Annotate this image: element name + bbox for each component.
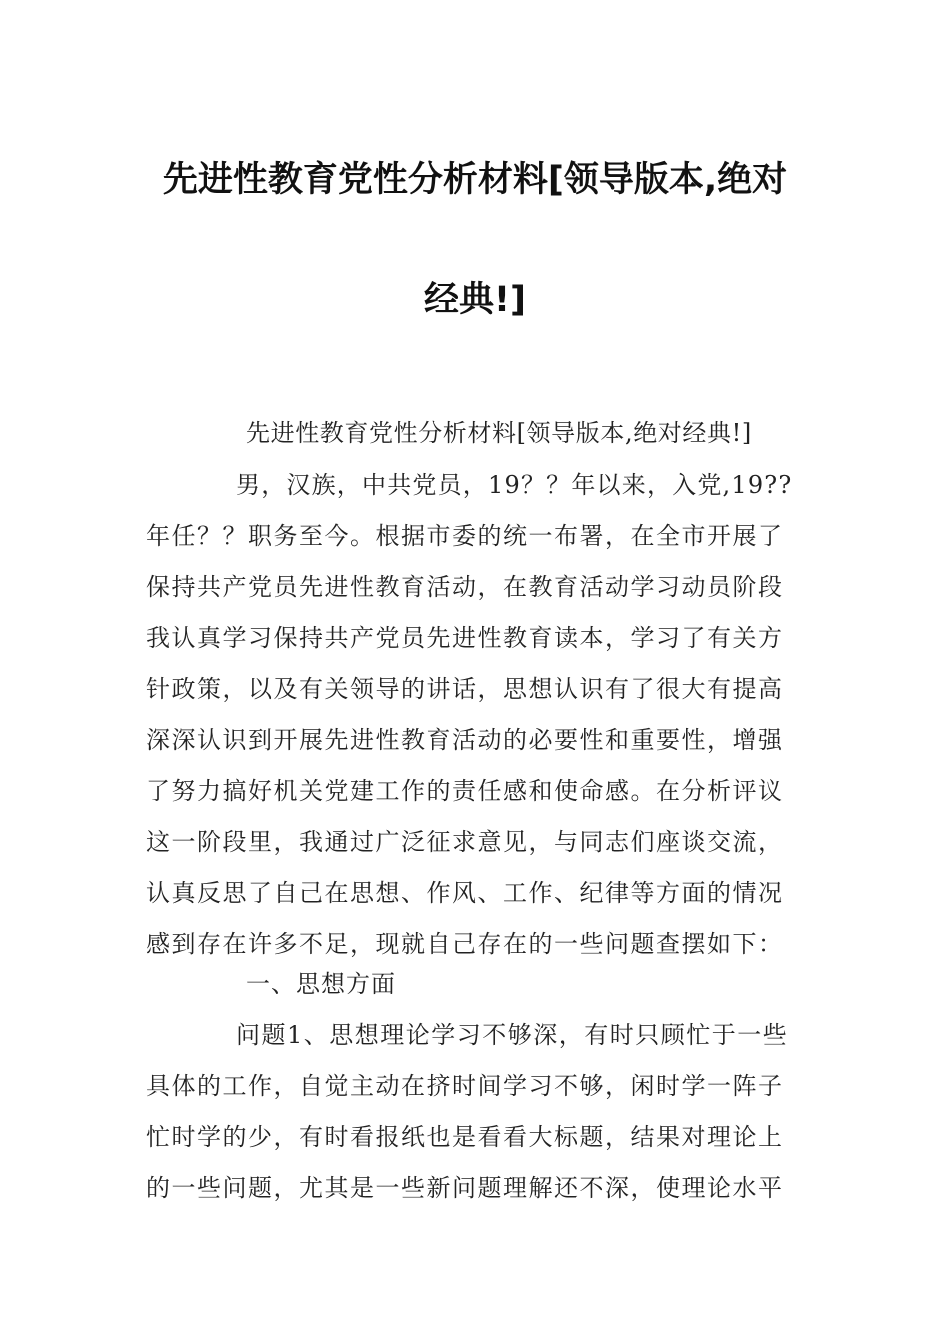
problem-paragraph bbox=[146, 1015, 806, 1225]
document-title-line-2: 经典!] bbox=[424, 280, 526, 320]
body-line: 了努力搞好机关党建工作的责任感和使命感。在分析评议 bbox=[146, 777, 784, 805]
body-line: 我认真学习保持共产党员先进性教育读本，学习了有关方 bbox=[146, 624, 784, 652]
body-line: 这一阶段里，我通过广泛征求意见，与同志们座谈交流， bbox=[146, 828, 784, 856]
body-line: 针政策，以及有关领导的讲话，思想认识有了很大有提高 bbox=[146, 675, 784, 703]
document-body bbox=[146, 413, 806, 973]
body-line: 深深认识到开展先进性教育活动的必要性和重要性，增强 bbox=[146, 726, 784, 754]
section-heading-text: 一、思想方面 bbox=[246, 970, 396, 998]
problem-line: 问题1、思想理论学习不够深，有时只顾忙于一些 bbox=[236, 1021, 789, 1049]
body-line: 保持共产党员先进性教育活动，在教育活动学习动员阶段 bbox=[146, 573, 784, 601]
problem-line: 忙时学的少，有时看报纸也是看看大标题，结果对理论上 bbox=[146, 1123, 784, 1151]
section-heading bbox=[146, 964, 806, 1004]
problem-line: 的一些问题，尤其是一些新问题理解还不深，使理论水平 bbox=[146, 1174, 784, 1202]
body-line: 感到存在许多不足，现就自己存在的一些问题查摆如下： bbox=[146, 930, 784, 958]
subtitle-line: 先进性教育党性分析材料[领导版本,绝对经典!] bbox=[246, 419, 752, 447]
document-title-line-1: 先进性教育党性分析材料[领导版本,绝对 bbox=[162, 160, 788, 200]
body-line: 男，汉族，中共党员，19？？年以来，入党,19?? bbox=[236, 471, 793, 499]
problem-line: 具体的工作，自觉主动在挤时间学习不够，闲时学一阵子 bbox=[146, 1072, 784, 1100]
body-line: 年任？？职务至今。根据市委的统一布署，在全市开展了 bbox=[146, 522, 784, 550]
body-line: 认真反思了自己在思想、作风、工作、纪律等方面的情况 bbox=[146, 879, 784, 907]
